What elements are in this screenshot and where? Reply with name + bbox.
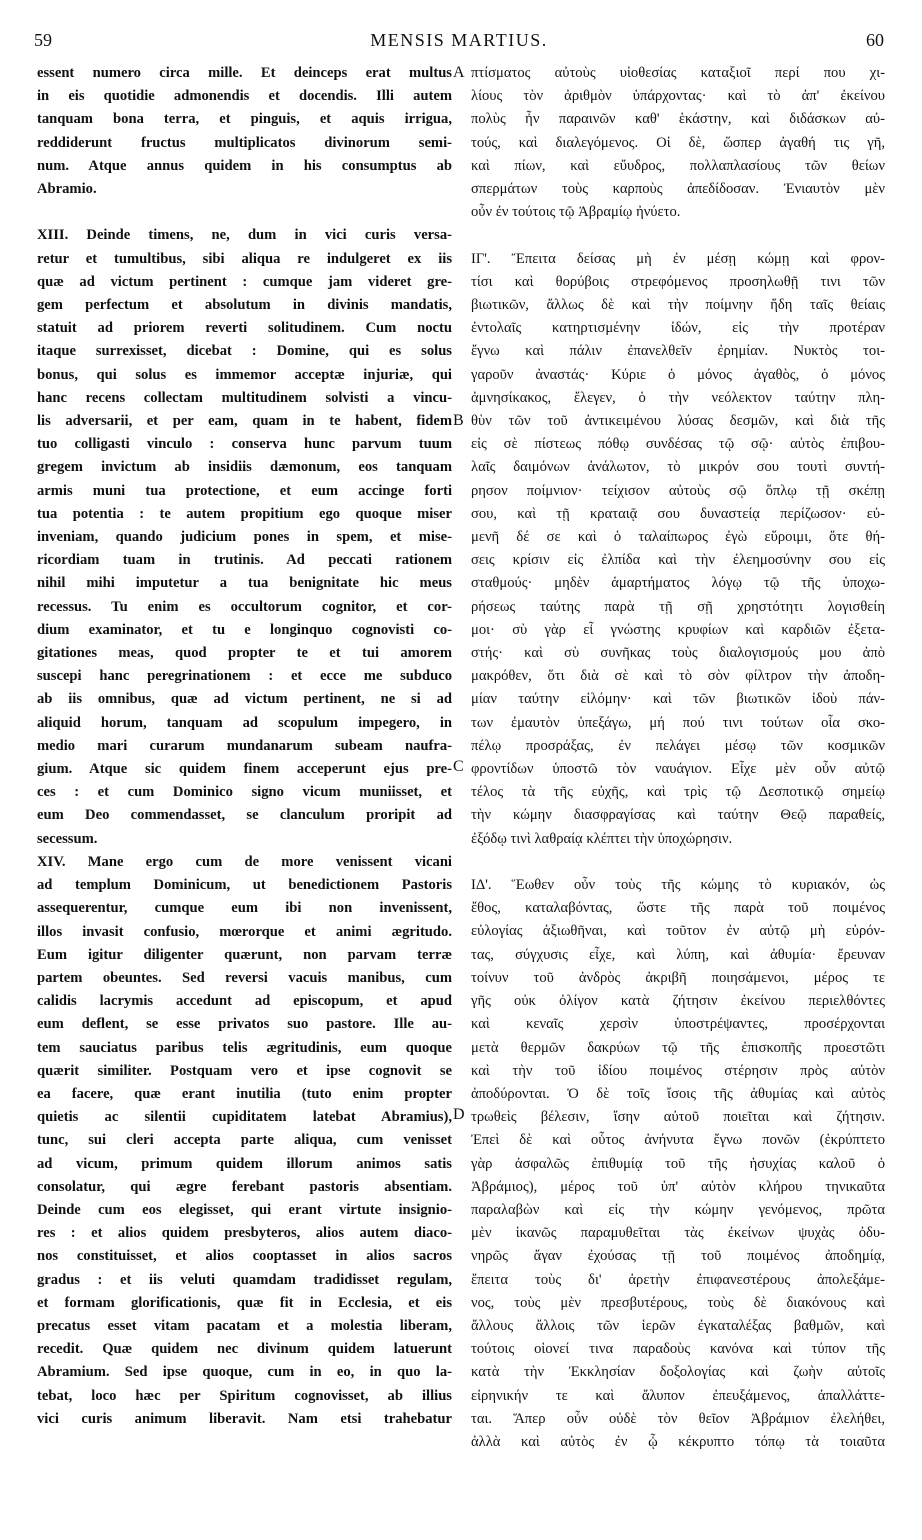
latin-text-line: medio mari curarum mundanarum subeam naufra- xyxy=(37,737,452,754)
latin-text-line: retur et tumultibus, sibi aliqua re indulgeret ex iis xyxy=(37,250,452,267)
latin-text-line: dium examinator, et tu e longinquo cognovisti co- xyxy=(37,621,452,638)
paragraph-gap xyxy=(37,201,452,224)
latin-text-line: nos constituisset, et alios cooptasset in alios sacros xyxy=(37,1248,452,1265)
greek-text-line: τίσι καὶ θορύβοις στρεφόμενος προσηλωθῇ τινι τῶν xyxy=(471,273,885,290)
greek-text-line: ἄλλους ἄλλοις τῶν ἱερῶν ἐγκαταλέξας βαθμῶν, καὶ xyxy=(471,1317,885,1334)
greek-text-line: τας, σύγχυσις εἶχε, καὶ λύπη, καὶ ἀθυμία· ἔρευναν xyxy=(471,946,885,963)
latin-text-line: calidis lacrymis accedunt ad episcopum, et apud xyxy=(37,993,452,1010)
latin-text-line: recedit. Quæ quidem nec divinum quidem latuerunt xyxy=(37,1341,452,1358)
greek-text-line: στής· καὶ σὺ συνῆκας τοὺς διαλογισμούς μου ἀπὸ xyxy=(471,645,885,662)
latin-text-line: ab iis omnibus, quæ ad victum pertinent, ne si ad xyxy=(37,691,452,708)
latin-text-line: gem perfectum et absolutum in divinis mandatis, xyxy=(37,297,452,314)
greek-text-line: ΙΔ'. Ἕωθεν οὖν τοὺς τῆς κώμης τὸ κυριακόν, ὡς xyxy=(471,877,885,894)
latin-text-line: assequerentur, cumque eum ibi non invenissent, xyxy=(37,900,452,917)
greek-text-line: σεις κρίσιν εἰς ἐλπίδα καὶ τὴν ἐλεημοσύνην σου εἰς xyxy=(471,552,885,569)
greek-text-line: σταθμούς· μηδὲν ἁμαρτήματος λόγῳ τῷ τῆς ὑποχω- xyxy=(471,575,885,592)
latin-text-line: gitationes meas, quod propter te et tui amorem xyxy=(37,645,452,662)
greek-text-line: τούτοις οἱονεί τινα παραδοὺς κανόνα καὶ τύπον τῆς xyxy=(471,1341,885,1358)
greek-text-line: καὶ τὴν τοῦ ἰδίου ποιμένος στέρησιν πρὸς αὐτὸν xyxy=(471,1062,885,1079)
latin-text-line: suscepi hanc peregrinationem : et ecce me subduco xyxy=(37,668,452,685)
latin-text-line: num. Atque annus quidem in his consumptus ab xyxy=(37,157,452,174)
greek-text-line: μοι· σὺ γὰρ εἶ γνώστης κρυφίων καὶ καρδιῶν ἐξετα- xyxy=(471,621,885,638)
greek-text-line: καὶ πίων, καὶ εὔυδρος, πολλαπλασίους τῶν θείων xyxy=(471,157,885,174)
latin-text-line: armis muni tua protectione, et eum accinge forti xyxy=(37,482,452,499)
latin-text-line: tanquam bona terra, et pinguis, et aquis irrigua, xyxy=(37,111,452,128)
greek-text-line: βιωτικῶν, ἄλλως δὲ καὶ τὴν ποίμνην ἤδη ταῖς θείαις xyxy=(471,297,885,314)
paragraph-gap xyxy=(471,851,885,874)
latin-text-line: quæ ad victum pertinent : cumque jam videret gre- xyxy=(37,273,452,290)
greek-text-line: οὖν ἐν τούτοις τῷ Ἀβραμίῳ ἠνύετο. xyxy=(471,204,681,221)
latin-text-line: Eum igitur diligenter quærunt, non parvam terræ xyxy=(37,946,452,963)
greek-text-line: των ἐμαυτὸν ὑπεξάγω, μή πού τινι τούτων οἷα σκο- xyxy=(471,714,885,731)
latin-text-line: res : et alios quidem presbyteros, alios autem diaco- xyxy=(37,1225,452,1242)
margin-letter-c: C xyxy=(453,758,464,775)
greek-text-line: φροντίδων ὑποστῶ τὸν ναυάγιον. Εἶχε μὲν οὖν αὐτῷ xyxy=(471,761,885,778)
latin-text-line: eum Deo commendasset, se clanculum proripit ad xyxy=(37,807,452,824)
greek-column xyxy=(471,62,885,1532)
greek-text-line: Ἀβράμιος), μέρος τοῦ ὑπ' αὐτὸν κλήρου τηνικαῦτα xyxy=(471,1178,885,1195)
greek-text-line: σου, καὶ τῇ κραταιᾷ σου δυναστείᾳ περίζωσον· εὐ- xyxy=(471,505,885,522)
latin-text-line: consolatur, qui ægre ferebant pastoris absentiam. xyxy=(37,1178,452,1195)
greek-text-line: ἔγνω καὶ πάλιν ἐπανελθεῖν ἐρημίαν. Νυκτὸς τοι- xyxy=(471,343,885,360)
latin-text-line: tebat, loco hæc per Spiritum cognovisset, ab illius xyxy=(37,1387,452,1404)
greek-text-line: ἔθος, καταλαβόντας, ὥστε τῆς παρὰ τοῦ ποιμένος xyxy=(471,900,885,917)
greek-text-line: σπερμάτων τοὺς καρποὺς ἀπεδίδοσαν. Ἐνιαυτὸν μὲν xyxy=(471,181,885,198)
greek-text-line: τέλος τὰ τῆς εὐχῆς, καὶ τρὶς τῷ Δεσποτικῷ σημείῳ xyxy=(471,784,885,801)
latin-text-line: gium. Atque sic quidem finem acceperunt ejus pre- xyxy=(37,761,452,778)
greek-text-line: ἀποδύρονται. Ὁ δὲ τοῖς ἴσοις τῆς ἀθυμίας καὶ αὐτὸς xyxy=(471,1085,885,1102)
latin-text-line: ad vicum, primum quidem illorum animos satis xyxy=(37,1155,452,1172)
latin-text-line: gregem invictum ab insidiis dæmonum, eos tanquam xyxy=(37,459,452,476)
greek-text-line: νος, τοὺς μὲν πρεσβυτέρους, τοὺς δὲ διακόνους καὶ xyxy=(471,1294,885,1311)
greek-text-line: ται. Ἅπερ οὖν οὐδὲ τὸν θεῖον Ἀβράμιον ἐλελήθει, xyxy=(471,1410,885,1427)
greek-text-line: ΙΓ'. Ἔπειτα δείσας μὴ ἐν μέσῃ κώμῃ καὶ φρον- xyxy=(471,250,885,267)
latin-text-line: quietis ac silentii cupiditatem latebat Abramius), xyxy=(37,1109,452,1126)
greek-text-line: μίαν ταύτην εἱλόμην· καὶ τῶν βιωτικῶν ἰδοὺ πάν- xyxy=(471,691,885,708)
latin-text-line: tuo colligasti vinculo : conserva hunc parvum tuum xyxy=(37,436,452,453)
latin-text-line: gradus : et iis veluti quamdam tradidisset regulam, xyxy=(37,1271,452,1288)
greek-text-line: παραλαβὼν καὶ εἰς τὴν κώμην γενόμενος, πρῶτα xyxy=(471,1201,885,1218)
greek-text-line: λαῖς δαιμόνων ἀνάλωτον, τὸ μικρόν σου τουτὶ συντή- xyxy=(471,459,885,476)
paragraph-gap xyxy=(471,224,885,247)
greek-text-line: μετὰ θερμῶν δακρύων τῷ τῆς ἐπισκοπῆς προεστῶτι xyxy=(471,1039,885,1056)
page-title: MENSIS MARTIUS. xyxy=(370,30,548,50)
running-header xyxy=(34,30,884,54)
latin-text-line: secessum. xyxy=(37,830,98,847)
latin-text-line: hanc recens collectam multitudinem solvisti a vincu- xyxy=(37,389,452,406)
greek-text-line: γῆς οὐκ ὀλίγον κατὰ ζήτησιν ἐκείνου περιελθόντες xyxy=(471,993,885,1010)
margin-letter-a: A xyxy=(453,64,465,81)
greek-text-line: ἀλλὰ καὶ αὐτὸς ἐν ᾧ κέκρυπτο τόπῳ τὰ τοιαῦτα xyxy=(471,1433,885,1450)
greek-text-line: ἐντολαῖς κατηρτισμένην ἰδών, εἰς τὴν προτέραν xyxy=(471,320,885,337)
greek-text-line: λίους τὸν ἀριθμὸν ὑπάρχοντας· καὶ τὸ ἀπ' ἐκείνου xyxy=(471,88,885,105)
latin-text-line: illos invasit confusio, mœrorque et animi ægritudo. xyxy=(37,923,452,940)
latin-text-line: statuit ad priorem reverti solitudinem. Cum noctu xyxy=(37,320,452,337)
greek-text-line: τρωθεὶς βέλεσιν, ἴσην αὐτοῦ ποιεῖται καὶ ζήτησιν. xyxy=(471,1109,885,1126)
greek-text-line: τούς, καὶ διαλεγόμενος. Οἱ δὲ, ὥσπερ ἀγαθή τις γῆ, xyxy=(471,134,885,151)
latin-text-line: XIII. Deinde timens, ne, dum in vici curis versa- xyxy=(37,227,452,244)
greek-text-line: καὶ κεναῖς χερσὶν ὑποστρέψαντες, προσέρχονται xyxy=(471,1016,885,1033)
latin-text-line: aliquid horum, tanquam ad scopulum impegero, in xyxy=(37,714,452,731)
latin-text-line: vici curis animum liberavit. Nam etsi trahebatur xyxy=(37,1410,452,1427)
latin-text-line: nihil mihi imputetur a tua benignitate hic meus xyxy=(37,575,452,592)
greek-text-line: ρήσεως ταύτης παρὰ τῇ σῇ χρηστότητι λογισθείη xyxy=(471,598,885,615)
latin-text-line: inveniam, quando judicium pones in spem, et mise- xyxy=(37,529,452,546)
latin-text-line: tunc, sui cleri accepta parte aliqua, cum venisset xyxy=(37,1132,452,1149)
greek-text-line: γὰρ ἀσφαλῶς ἐπιθυμίᾳ τοῦ τῆς ἡσυχίας καλοῦ ὁ xyxy=(471,1155,885,1172)
page-number-left: 59 xyxy=(34,30,52,50)
greek-text-line: ρησον ποίμνιον· τείχισον αὐτοὺς σῷ ὅπλῳ τῇ σκέπῃ xyxy=(471,482,885,499)
latin-text-line: lis adversarii, et per eam, quam in te habent, fidem xyxy=(37,413,452,430)
latin-text-line: partem obeuntes. Sed reversi vacuis manibus, cum xyxy=(37,969,452,986)
latin-text-line: tem sauciatus paribus telis ægritudinis, eum quoque xyxy=(37,1039,452,1056)
greek-text-line: γαροῦν ἀναστάς· Κύριε ὁ μόνος ἀγαθὸς, ὁ μόνος xyxy=(471,366,885,383)
latin-text-line: et formam glorificationis, quæ fit in Ecclesia, et eis xyxy=(37,1294,452,1311)
greek-text-line: τὴν κώμην διασφραγίσας καὶ ταύτην Θεῷ παραθείς, xyxy=(471,807,885,824)
latin-text-line: XIV. Mane ergo cum de more venissent vicani xyxy=(37,853,452,870)
latin-text-line: ad templum Dominicum, ut benedictionem Pastoris xyxy=(37,877,452,894)
greek-text-line: κατὰ τὴν Ἐκκλησίαν δοξολογίας καὶ ζωὴν αὐτοῖς xyxy=(471,1364,885,1381)
latin-text-line: ea facere, quæ erant inutilia (tuto enim propter xyxy=(37,1085,452,1102)
margin-letter-d: D xyxy=(453,1106,465,1123)
latin-text-line: precatus esset vitam pacatam et a molestia liberam, xyxy=(37,1317,452,1334)
latin-text-line: Deinde cum eos elegisset, qui erant virtute insignio- xyxy=(37,1201,452,1218)
latin-text-line: itaque surrexisset, dicebat : Domine, qui es solus xyxy=(37,343,452,360)
greek-text-line: μακρόθεν, ὅτι διὰ σὲ καὶ τὸ σὸν φίλτρον τὴν ἀποδη- xyxy=(471,668,885,685)
greek-text-line: νηρῶς ἄγαν ἐχούσας τῇ τοῦ ποιμένος ἀποδημίᾳ, xyxy=(471,1248,885,1265)
greek-text-line: εἰρηνικήν τε καὶ ἄλυπον ἐπευξάμενος, ἀπαλλάττε- xyxy=(471,1387,885,1404)
latin-text-line: in eis quotidie admonendis et docendis. Illi autem xyxy=(37,88,452,105)
latin-text-line: Abramium. Sed ipse quoque, cum in eo, in quo la- xyxy=(37,1364,452,1381)
greek-text-line: ἀμνησίκακος, ἔλεγεν, ὁ τὴν νεόλεκτον ταύτην πλη- xyxy=(471,389,885,406)
greek-text-line: Ἐπεὶ δὲ καὶ οὗτος ἀνήνυτα ἔγνω πονῶν (ἐκρύπτετο xyxy=(471,1132,885,1149)
greek-text-line: πολὺς ἦν παραινῶν καθ' ἑκάστην, καὶ διδάσκων αὐ- xyxy=(471,111,885,128)
greek-text-line: ἐξόδῳ τινὶ λαθραίᾳ κλέπτει τὴν ὑποχώρησιν. xyxy=(471,830,733,847)
greek-text-line: εὐλογίας ἀξιωθῆναι, καὶ τοῦτον ἐν αὐτῷ μὴ εὑρόν- xyxy=(471,923,885,940)
greek-text-line: εἰς σὲ πίστεως πόθῳ συνδέσας τῷ σῷ· αὐτὸς ἐπιβου- xyxy=(471,436,885,453)
latin-text-line: ricordiam tuam in trutinis. Ad peccati rationem xyxy=(37,552,452,569)
latin-text-line: Abramio. xyxy=(37,181,97,198)
greek-text-line: ἔπειτα τοὺς δι' ἀρετὴν ἐπιφανεστέρους ἀπολεξάμε- xyxy=(471,1271,885,1288)
margin-letter-b: B xyxy=(453,412,464,429)
latin-column xyxy=(37,62,452,1532)
greek-text-line: μὲν ἱκανῶς παραμυθεῖται τὰς ἐκείνων ψυχὰς ὀδυ- xyxy=(471,1225,885,1242)
latin-text-line: ces : et cum Dominico signo vicum muniisset, et xyxy=(37,784,452,801)
greek-text-line: μενῆ δέ σε καὶ ὁ ταλαίπωρος ἐγὼ εὕροιμι, ὅτε θή- xyxy=(471,529,885,546)
latin-text-line: tua potentia : te autem propitium ego quoque miser xyxy=(37,505,452,522)
latin-text-line: recessus. Tu enim es occultorum cognitor, et cor- xyxy=(37,598,452,615)
latin-text-line: bonus, qui solus es immemor acceptæ injuriæ, qui xyxy=(37,366,452,383)
latin-text-line: eum deflent, se esse privatos suo pastore. Ille au- xyxy=(37,1016,452,1033)
greek-text-line: τοίνυν τοῦ ἀνδρὸς ἀκριβῆ ποιησάμενοι, μέρος τε xyxy=(471,969,885,986)
page-number-right: 60 xyxy=(866,30,884,50)
latin-text-line: quærit similiter. Postquam vero et ipse cognovit se xyxy=(37,1062,452,1079)
greek-text-line: θὺν τῶν τοῦ ἀντικειμένου λύσας δεσμῶν, καὶ διὰ τῆς xyxy=(471,413,885,430)
latin-text-line: essent numero circa mille. Et deinceps erat multus xyxy=(37,65,452,81)
greek-text-line: πέλῳ προσράξας, ἐν πελάγει μέσῳ τῶν κοσμικῶν xyxy=(471,737,885,754)
latin-text-line: reddiderunt fructus multiplicatos divinorum semi- xyxy=(37,134,452,151)
greek-text-line: πτίσματος αὐτοὺς υἱοθεσίας καταξιοῖ περί που χι- xyxy=(471,65,885,81)
